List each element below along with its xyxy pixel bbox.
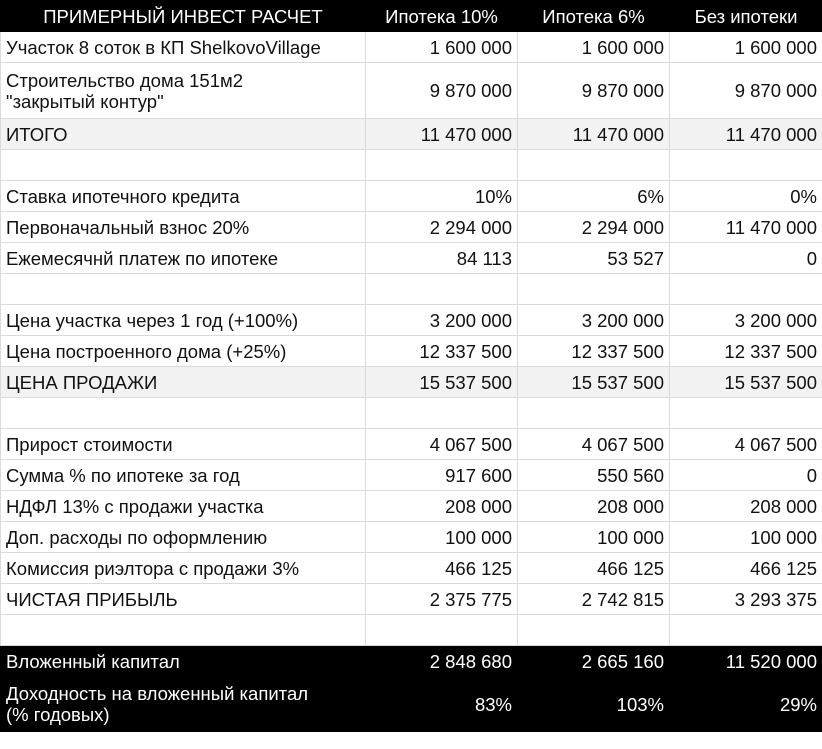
row-label-cell[interactable] [1, 305, 366, 336]
table-row [1, 491, 822, 522]
value-cell[interactable] [670, 615, 822, 646]
table-row [1, 181, 822, 212]
value-cell[interactable]: 2 848 680 [366, 646, 518, 677]
row-label-cell[interactable] [1, 398, 366, 429]
value-cell[interactable]: 12 337 500 [366, 336, 518, 367]
value-cell[interactable] [518, 398, 670, 429]
value-cell[interactable]: 53 527 [518, 243, 670, 274]
table-row [1, 522, 822, 553]
table-row [1, 305, 822, 336]
value-cell[interactable] [518, 150, 670, 181]
value-cell[interactable]: 1 600 000 [518, 32, 670, 63]
row-label: Цена построенного дома (+25%) [6, 340, 287, 362]
value-cell[interactable]: 9 870 000 [670, 63, 822, 119]
value-cell[interactable] [366, 398, 518, 429]
row-label-cell[interactable] [1, 119, 366, 150]
table-row [1, 336, 822, 367]
value-cell[interactable]: 0% [670, 181, 822, 212]
value-cell[interactable]: 3 200 000 [366, 305, 518, 336]
row-label-cell[interactable] [1, 243, 366, 274]
row-label: ИТОГО [6, 123, 68, 145]
value-cell[interactable]: 917 600 [366, 460, 518, 491]
value-cell[interactable] [670, 274, 822, 305]
value-cell[interactable]: 11 470 000 [518, 119, 670, 150]
value-cell[interactable] [518, 615, 670, 646]
value-cell[interactable]: 15 537 500 [366, 367, 518, 398]
row-label: Ставка ипотечного кредита [6, 185, 240, 207]
table-row [1, 212, 822, 243]
row-label: НДФЛ 13% с продажи участка [6, 495, 264, 517]
value-cell[interactable]: 1 600 000 [670, 32, 822, 63]
header-title[interactable]: ПРИМЕРНЫЙ ИНВЕСТ РАСЧЕТ [1, 1, 366, 32]
value-cell[interactable]: 9 870 000 [518, 63, 670, 119]
value-cell[interactable]: 0 [670, 460, 822, 491]
empty-row [1, 398, 822, 429]
row-label-line2: "закрытый контур" [6, 90, 164, 112]
row-label: Участок 8 соток в КП ShelkovoVillage [6, 36, 321, 58]
value-cell[interactable]: 1 600 000 [366, 32, 518, 63]
row-label-cell[interactable] [1, 429, 366, 460]
value-cell[interactable] [670, 150, 822, 181]
value-cell[interactable]: 4 067 500 [366, 429, 518, 460]
row-label: Первоначальный взнос 20% [6, 216, 250, 238]
table-row [1, 243, 822, 274]
row-label-cell[interactable] [1, 336, 366, 367]
row-label-cell[interactable] [1, 150, 366, 181]
row-label-cell[interactable] [1, 181, 366, 212]
value-cell[interactable]: 2 665 160 [518, 646, 670, 677]
row-label: Сумма % по ипотеке за год [6, 464, 240, 486]
value-cell[interactable]: 0 [670, 243, 822, 274]
row-label: Доп. расходы по оформлению [6, 526, 268, 548]
table-row [1, 63, 822, 119]
value-cell[interactable]: 3 293 375 [670, 584, 822, 615]
value-cell[interactable]: 208 000 [366, 491, 518, 522]
row-label: ЦЕНА ПРОДАЖИ [6, 371, 158, 393]
row-label: Доходность на вложенный капитал [6, 683, 309, 704]
row-label: Строительство дома 151м2 [6, 69, 243, 91]
empty-row [1, 615, 822, 646]
table-row [1, 646, 822, 677]
value-cell[interactable]: 6% [518, 181, 670, 212]
value-cell[interactable]: 12 337 500 [518, 336, 670, 367]
value-cell[interactable]: 11 470 000 [670, 119, 822, 150]
row-label-line2: (% годовых) [6, 704, 110, 725]
value-cell[interactable]: 2 375 775 [366, 584, 518, 615]
row-label-cell[interactable] [1, 212, 366, 243]
value-cell[interactable] [518, 274, 670, 305]
value-cell[interactable]: 3 200 000 [518, 305, 670, 336]
value-cell[interactable]: 100 000 [670, 522, 822, 553]
value-cell[interactable]: 3 200 000 [670, 305, 822, 336]
value-cell[interactable]: 11 470 000 [670, 212, 822, 243]
value-cell[interactable]: 2 294 000 [366, 212, 518, 243]
row-label-cell[interactable] [1, 584, 366, 615]
row-label: Прирост стоимости [6, 433, 173, 455]
value-cell[interactable] [366, 274, 518, 305]
value-cell[interactable]: 466 125 [670, 553, 822, 584]
row-label-cell[interactable] [1, 367, 366, 398]
table-row [1, 429, 822, 460]
value-cell[interactable]: 83% [366, 677, 518, 732]
value-cell[interactable]: 15 537 500 [518, 367, 670, 398]
value-cell[interactable]: 10% [366, 181, 518, 212]
table-row [1, 460, 822, 491]
row-label: Ежемесячнй платеж по ипотеке [6, 247, 278, 269]
row-label-cell[interactable] [1, 646, 366, 677]
value-cell[interactable]: 84 113 [366, 243, 518, 274]
value-cell[interactable]: 4 067 500 [518, 429, 670, 460]
row-label: Вложенный капитал [6, 650, 180, 672]
row-label-cell[interactable] [1, 522, 366, 553]
row-label: Цена участка через 1 год (+100%) [6, 309, 299, 331]
value-cell[interactable] [366, 150, 518, 181]
value-cell[interactable]: 100 000 [518, 522, 670, 553]
value-cell[interactable]: 103% [518, 677, 670, 732]
row-label-cell[interactable] [1, 274, 366, 305]
empty-row [1, 150, 822, 181]
table-row [1, 367, 822, 398]
value-cell[interactable]: 2 742 815 [518, 584, 670, 615]
value-cell[interactable]: 2 294 000 [518, 212, 670, 243]
header-mortgage-10[interactable]: Ипотека 10% [366, 1, 518, 32]
row-label-cell[interactable] [1, 460, 366, 491]
table-row [1, 119, 822, 150]
value-cell[interactable]: 100 000 [366, 522, 518, 553]
value-cell[interactable] [670, 398, 822, 429]
row-label-cell[interactable] [1, 553, 366, 584]
header-no-mortgage[interactable]: Без ипотеки [670, 1, 822, 32]
table-row [1, 584, 822, 615]
value-cell[interactable]: 550 560 [518, 460, 670, 491]
row-label-cell[interactable] [1, 677, 366, 732]
row-label-cell[interactable] [1, 491, 366, 522]
value-cell[interactable]: 11 470 000 [366, 119, 518, 150]
empty-row [1, 274, 822, 305]
table-row [1, 32, 822, 63]
value-cell[interactable]: 11 520 000 [670, 646, 822, 677]
table-row [1, 677, 822, 732]
value-cell[interactable] [366, 615, 518, 646]
header-row [1, 1, 822, 32]
row-label: ЧИСТАЯ ПРИБЫЛЬ [6, 588, 178, 610]
value-cell[interactable]: 208 000 [518, 491, 670, 522]
header-mortgage-6[interactable]: Ипотека 6% [518, 1, 670, 32]
value-cell[interactable]: 466 125 [518, 553, 670, 584]
value-cell[interactable]: 466 125 [366, 553, 518, 584]
value-cell[interactable]: 15 537 500 [670, 367, 822, 398]
row-label-cell[interactable] [1, 32, 366, 63]
value-cell[interactable]: 9 870 000 [366, 63, 518, 119]
value-cell[interactable]: 4 067 500 [670, 429, 822, 460]
row-label-cell[interactable] [1, 615, 366, 646]
value-cell[interactable]: 29% [670, 677, 822, 732]
value-cell[interactable]: 12 337 500 [670, 336, 822, 367]
value-cell[interactable]: 208 000 [670, 491, 822, 522]
row-label: Комиссия риэлтора с продажи 3% [6, 557, 300, 579]
table-row [1, 553, 822, 584]
row-label-cell[interactable] [1, 63, 366, 119]
